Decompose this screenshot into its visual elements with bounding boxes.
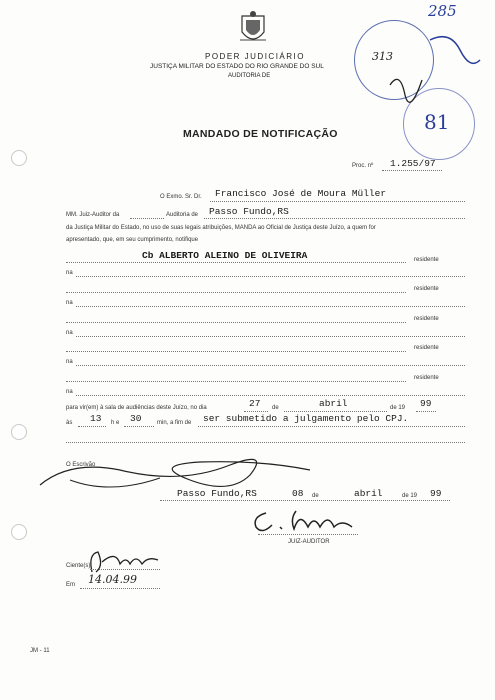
na-label: na	[66, 389, 73, 395]
na-label: na	[66, 300, 73, 306]
handwritten-number: 285	[428, 2, 457, 20]
proc-line	[382, 170, 442, 171]
auditoria-label: Auditoria de	[166, 212, 199, 218]
address-line	[76, 276, 465, 277]
ciente-label: Ciente(s)	[66, 563, 91, 569]
hour-line	[78, 426, 106, 427]
address-line	[76, 395, 465, 396]
de-label: de	[312, 493, 319, 499]
na-label: na	[66, 330, 73, 336]
punch-hole	[11, 150, 27, 166]
notified-person: Cb ALBERTO ALEINO DE OLIVEIRA	[142, 250, 308, 261]
address-line	[66, 322, 406, 323]
sign-city: Passo Fundo,RS	[177, 488, 257, 499]
sign-day: 08	[292, 488, 304, 499]
body-line-2: apresentado, que, em seu cumprimento, notifique	[66, 237, 199, 243]
coat-of-arms-icon	[238, 10, 268, 48]
hearing-purpose: ser submetido a julgamento pelo CPJ.	[203, 413, 409, 424]
address-line	[76, 365, 465, 366]
office-label: AUDITORIA DE	[228, 73, 271, 79]
residente-label: residente	[414, 375, 439, 381]
day-line	[244, 411, 268, 412]
na-label: na	[66, 359, 73, 365]
judge-role-label: MM. Juiz-Auditor da	[66, 212, 120, 218]
residente-label: residente	[414, 345, 439, 351]
year-line	[416, 411, 436, 412]
handwritten-initials-icon	[360, 0, 490, 130]
person-line	[66, 262, 406, 263]
punch-hole	[11, 424, 27, 440]
address-line	[76, 336, 465, 337]
residente-label: residente	[414, 257, 439, 263]
sign-month: abril	[354, 488, 383, 499]
address-line	[66, 381, 406, 382]
clerk-label: O Escrivão	[66, 462, 96, 468]
body-line-1: da Justiça Militar do Estado, no uso de suas legais atribuições, MANDA ao Oficial de Justiça deste Juízo, a quem for	[66, 225, 376, 231]
addressee-label: O Exmo. Sr. Dr.	[160, 194, 202, 200]
min-label: min, a fim de	[157, 420, 192, 426]
hearing-year: 99	[420, 398, 432, 409]
address-line	[66, 292, 406, 293]
hearing-month: abril	[319, 398, 348, 409]
document-title: MANDADO DE NOTIFICAÇÃO	[183, 128, 338, 140]
court-name: JUSTIÇA MILITAR DO ESTADO DO RIO GRANDE DO SUL	[150, 63, 324, 70]
ciente-line	[90, 569, 160, 570]
hearing-hour: 13	[90, 413, 102, 424]
minutes-line	[124, 426, 154, 427]
em-label: Em	[66, 582, 75, 588]
as-label: às	[66, 420, 73, 426]
residente-label: residente	[414, 286, 439, 292]
auditoria-line	[204, 218, 465, 219]
h-e-label: h e	[111, 420, 120, 426]
de-19-label: de 19	[402, 493, 418, 499]
auditoria-city: Passo Fundo,RS	[209, 206, 289, 217]
judge-name: Francisco José de Moura Müller	[215, 188, 387, 199]
judge-signature-line	[258, 534, 358, 535]
address-line	[66, 351, 406, 352]
signature-role: JUIZ-AUDITOR	[288, 539, 330, 545]
de-label: de	[272, 405, 279, 411]
handwritten-sheet-number: 81	[424, 110, 450, 134]
form-code: JM - 11	[30, 648, 50, 654]
judge-signature-icon	[248, 505, 368, 537]
hearing-minutes: 30	[130, 413, 142, 424]
ciente-date-line	[80, 588, 160, 589]
proc-number: 1.255/97	[390, 158, 436, 169]
na-label: na	[66, 270, 73, 276]
hearing-day: 27	[249, 398, 261, 409]
addressee-line	[210, 201, 465, 202]
proc-label: Proc. nº	[352, 163, 374, 169]
sign-date-line	[160, 500, 450, 501]
address-line	[76, 306, 465, 307]
handwritten-page-number: 313	[372, 50, 393, 63]
institution-name: PODER JUDICIÁRIO	[204, 52, 305, 61]
month-line	[284, 411, 387, 412]
de-19-label: de 19	[390, 405, 406, 411]
hearing-prefix: para vir(em) à sala de audiências deste Juízo, no dia	[66, 405, 207, 411]
punch-hole	[11, 524, 27, 540]
ciente-date: 14.04.99	[88, 573, 137, 586]
purpose-line	[198, 426, 465, 427]
role-line	[130, 218, 164, 219]
residente-label: residente	[414, 316, 439, 322]
sign-year: 99	[430, 488, 442, 499]
